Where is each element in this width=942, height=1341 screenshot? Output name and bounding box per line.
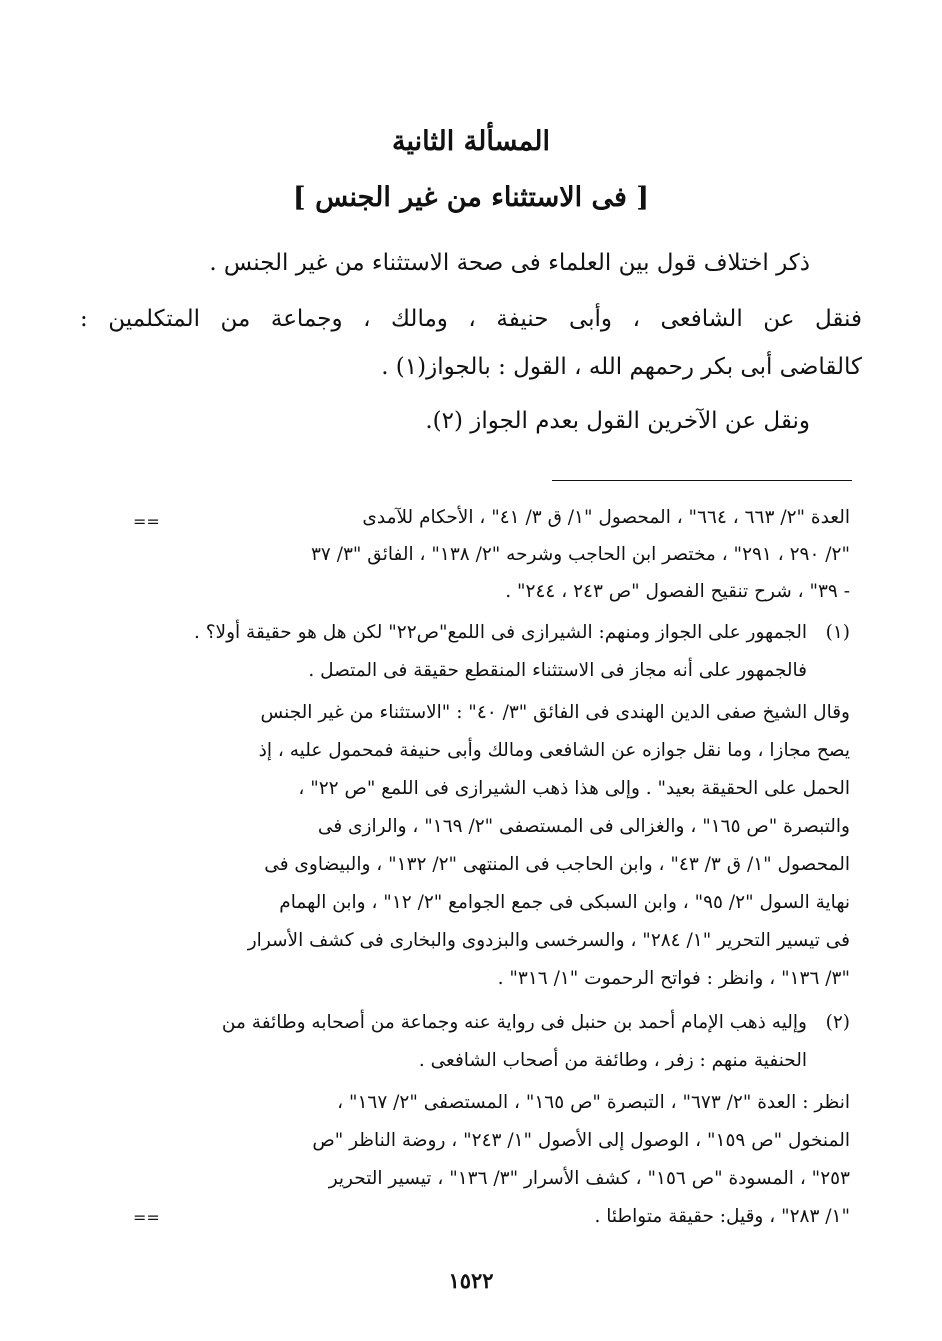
footnote-marker: (٢) [825,1012,850,1033]
footnote-line: الحمل على الحقيقة بعيد" . وإلى هذا ذهب الشيرازى فى اللمع "ص ٢٢" ، [298,778,850,799]
footnote-line: نهاية السول "٢/ ٩٥" ، وابن السبكى فى جمع الجوامع "٢/ ١٢" ، وابن الهمام [279,892,850,913]
footnote-line: يصح مجازا ، وما نقل جوازه عن الشافعى ومالك وأبى حنيفة فمحمول عليه ، إذ [258,740,850,761]
footnote-line: "٢/ ٢٩٠ ، ٢٩١" ، مختصر ابن الحاجب وشرحه "٢/ ١٣٨" ، الفائق "٣/ ٣٧ [310,544,850,565]
continuation-marker: == [133,1208,160,1227]
body-line: ذكر اختلاف قول بين العلماء فى صحة الاستثناء من غير الجنس . [209,250,810,276]
footnote-line: فالجمهور على أنه مجاز فى الاستثناء المنقطع حقيقة فى المتصل . [308,660,807,681]
footnote-line: والتبصرة "ص ١٦٥" ، والغزالى فى المستصفى "٢/ ١٦٩" ، والرازى فى [317,816,850,837]
body-line: فنقل عن الشافعى ، وأبى حنيفة ، ومالك ، وجماعة من المتكلمين : [80,306,862,332]
body-line: كالقاضى أبى بكر رحمهم الله ، القول : بالجواز(١) . [381,354,862,380]
footnote-line: المحصول "١/ ق ٣/ ٤٣" ، وابن الحاجب فى المنتهى "٢/ ١٣٢" ، والبيضاوى فى [264,854,850,875]
footnote-line: العدة "٢/ ٦٦٣ ، ٦٦٤" ، المحصول "١/ ق ٣/ ٤١" ، الأحكام للآمدى [362,507,850,528]
footnote-line: انظر : العدة "٢/ ٦٧٣" ، التبصرة "ص ١٦٥" ، المستصفى "٢/ ١٦٧" ، [337,1092,850,1113]
footnote-line: المنخول "ص ١٥٩" ، الوصول إلى الأصول "١/ ٢٤٣" ، روضة الناظر "ص [312,1130,850,1151]
chapter-title: المسألة الثانية [392,126,550,157]
footnote-line: وإليه ذهب الإمام أحمد بن حنبل فى رواية عنه وجماعة من أصحابه وطائفة من [221,1012,807,1033]
footnote-line: الجمهور على الجواز ومنهم: الشيرازى فى اللمع"ص٢٢" لكن هل هو حقيقة أولا؟ . [193,622,807,643]
chapter-subtitle: [ فى الاستثناء من غير الجنس ] [292,182,650,213]
footnote-marker: (١) [825,622,850,643]
footnote-line: "٣/ ١٣٦" ، وانظر : فواتح الرحموت "١/ ٣١٦" . [497,968,850,989]
footnote-line: وقال الشيخ صفى الدين الهندى فى الفائق "٣/ ٤٠" : "الاستثناء من غير الجنس [260,702,850,723]
footnote-separator [552,480,852,481]
footnote-line: الحنفية منهم : زفر ، وطائفة من أصحاب الشافعى . [418,1050,807,1071]
continuation-marker: == [133,512,160,531]
body-line: ونقل عن الآخرين القول بعدم الجواز (٢). [425,408,810,434]
footnote-line: "١/ ٢٨٣" ، وقيل: حقيقة متواطئا . [594,1206,850,1227]
footnote-line: فى تيسير التحرير "١/ ٢٨٤" ، والسرخسى والبزدوى والبخارى فى كشف الأسرار [247,930,850,951]
footnote-line: ٢٥٣" ، المسودة "ص ١٥٦" ، كشف الأسرار "٣/ ١٣٦" ، تيسير التحرير [328,1168,850,1189]
page-number: ١٥٢٢ [448,1268,494,1293]
footnote-line: - ٣٩" ، شرح تنقيح الفصول "ص ٢٤٣ ، ٢٤٤" . [505,581,850,602]
